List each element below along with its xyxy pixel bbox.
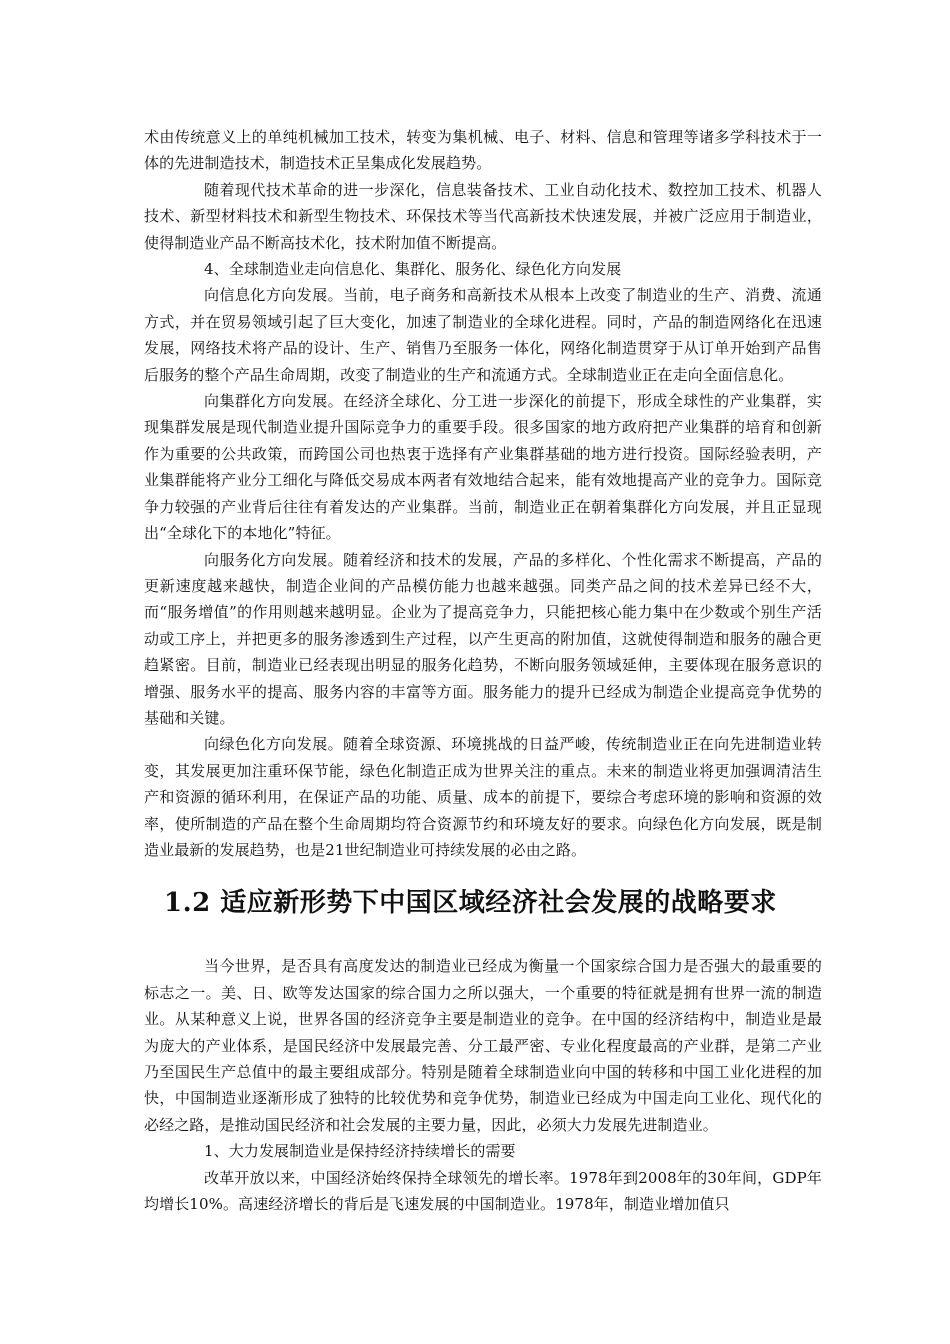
document-body bbox=[144, 124, 822, 1217]
paragraph-informatization: 向信息化方向发展。当前，电子商务和高新技术从根本上改变了制造业的生产、消费、流通方式，并在贸易领域引起了巨大变化，加速了制造业的全球化进程。同时，产品的制造网络化在迅速发展，网络技术将产品的设计、生产、销售乃至服务一体化，网络化制造贯穿于从订单开始到产品售后服务的整个产品生命周期，改变了制造业的生产和流通方式。全球制造业正在走向全面信息化。 bbox=[144, 286, 822, 384]
paragraph-servitization: 向服务化方向发展。随着经济和技术的发展，产品的多样化、个性化需求不断提高，产品的更新速度越来越快，制造企业间的产品模仿能力也越来越强。同类产品之间的技术差异已经不大，而“服务增值”的作用则越来越明显。企业为了提高竞争力，只能把核心能力集中在少数或个别生产活动或工序上，并把更多的服务渗透到生产过程，以产生更高的附加值，这就使得制造和服务的融合更趋紧密。目前，制造业已经表现出明显的服务化趋势，不断向服务领域延伸，主要体现在服务意识的增强、服务水平的提高、服务内容的丰富等方面。服务能力的提升已经成为制造企业提高竞争优势的基础和关键。 bbox=[144, 550, 822, 727]
subheading-economic-growth-need: 1、大力发展制造业是保持经济持续增长的需要 bbox=[204, 1142, 516, 1161]
paragraph-tech-revolution: 随着现代技术革命的进一步深化，信息装备技术、工业自动化技术、数控加工技术、机器人技术、新型材料技术和新型生物技术、环保技术等当代高新技术快速发展，并被广泛应用于制造业，使得制造业产品不断高技术化，技术附加值不断提高。 bbox=[144, 180, 822, 252]
paragraph-reform-growth: 改革开放以来，中国经济始终保持全球领先的增长率。1978年到2008年的30年间，GDP年均增长10%。高速经济增长的背后是飞速发展的中国制造业。1978年，制造业增加值只 bbox=[144, 1168, 822, 1214]
paragraph-clustering: 向集群化方向发展。在经济全球化、分工进一步深化的前提下，形成全球性的产业集群，实现集群发展是现代制造业提升国际竞争力的重要手段。很多国家的地方政府把产业集群的培育和创新作为重要的公共政策，而跨国公司也热衷于选择有产业集群基础的地方进行投资。国际经验表明，产业集群能将产业分工细化与降低交易成本两者有效地结合起来，能有效地提高产业的竞争力。国际竞争力较强的产业背后往往有着发达的产业集群。当前，制造业正在朝着集群化方向发展，并且正显现出“全球化下的本地化”特征。 bbox=[144, 392, 822, 543]
paragraph-manufacturing-tech-integration: 术由传统意义上的单纯机械加工技术，转变为集机械、电子、材料、信息和管理等诸多学科技术于一体的先进制造技术，制造技术正呈集成化发展趋势。 bbox=[144, 128, 822, 173]
paragraph-greening: 向绿色化方向发展。随着全球资源、环境挑战的日益严峻，传统制造业正在向先进制造业转变，其发展更加注重环保节能，绿色化制造正成为世界关注的重点。未来的制造业将更加强调清洁生产和资源的循环利用，在保证产品的功能、质量、成本的前提下，要综合考虑环境的影响和资源的效率，使所制造的产品在整个生命周期均符合资源节约和环境友好的要求。向绿色化方向发展，既是制造业最新的发展趋势，也是21世纪制造业可持续发展的必由之路。 bbox=[144, 735, 822, 859]
section-heading-1-2: 1.2 适应新形势下中国区域经济社会发展的战略要求 bbox=[164, 888, 777, 919]
subheading-global-trends: 4、全球制造业走向信息化、集群化、服务化、绿色化方向发展 bbox=[204, 260, 622, 279]
paragraph-manufacturing-importance: 当今世界，是否具有高度发达的制造业已经成为衡量一个国家综合国力是否强大的最重要的标志之一。美、日、欧等发达国家的综合国力之所以强大，一个重要的特征就是拥有世界一流的制造业。从某种意义上说，世界各国的经济竞争主要是制造业的竞争。在中国的经济结构中，制造业是最为庞大的产业体系，是国民经济中发展最完善、分工最严密、专业化程度最高的产业群，是第二产业乃至国民生产总值中的最主要组成部分。特别是随着全球制造业向中国的转移和中国工业化进程的加快，中国制造业逐渐形成了独特的比较优势和竞争优势，制造业已经成为中国走向工业化、现代化的必经之路，是推动国民经济和社会发展的主要力量，因此，必须大力发展先进制造业。 bbox=[144, 957, 822, 1134]
